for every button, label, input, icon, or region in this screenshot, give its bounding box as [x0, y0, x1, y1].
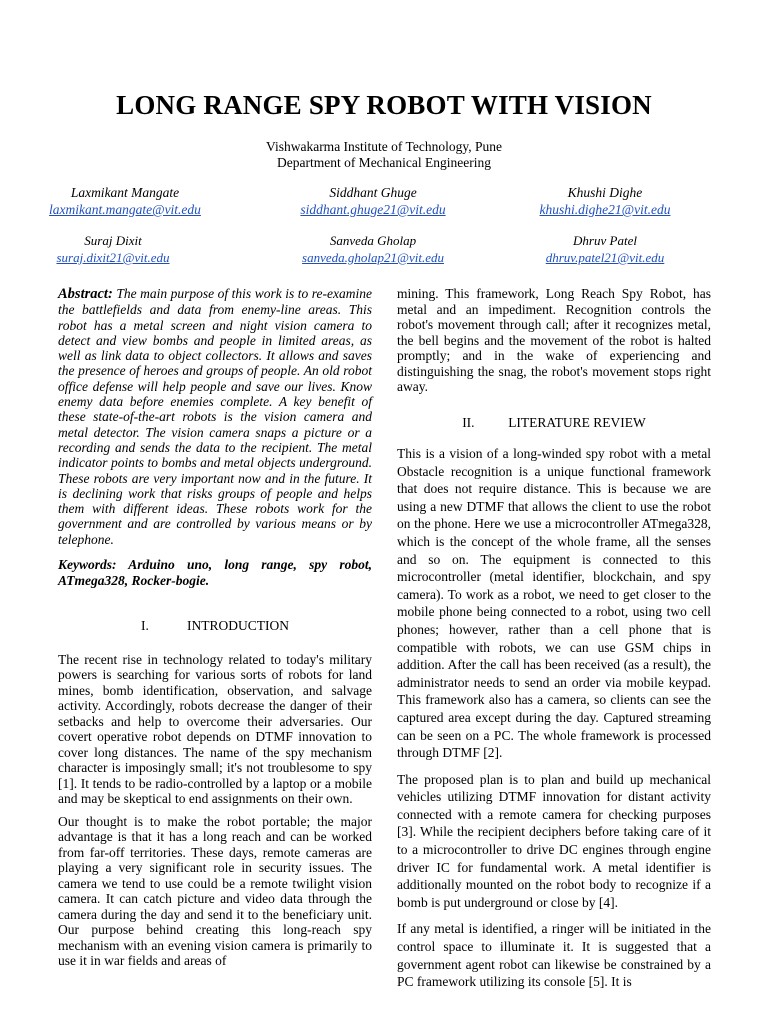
lit-paragraph-2: The proposed plan is to plan and build up mechanical vehicles utilizing DTMF innovation for distant activity connected with a remote camera for checking purposes [3]. While the recipient deciphers before taking care of it to a microcontroller to drive DC engines through engine driver IC for fundamental work. A metal identifier is additionally mounted on the robot body to recognize if a bomb is put underground or close by [4]. — [397, 771, 711, 910]
lit-paragraph-3: If any metal is identified, a ringer will be initiated in the control space to illuminate it. It is suggested that a government agent robot can likewise be constrained by a PC framework utilizing its console [5]. It is — [397, 921, 711, 990]
section-heading-literature-review — [397, 415, 711, 431]
author-2 — [243, 184, 503, 218]
section-title: INTRODUCTION — [187, 618, 289, 634]
author-name: Dhruv Patel — [573, 233, 637, 248]
author-email-link[interactable]: khushi.dighe21@vit.edu — [539, 202, 671, 217]
author-name: Khushi Dighe — [567, 185, 643, 200]
section-number: II. — [462, 414, 475, 430]
abstract-text: The main purpose of this work is to re-examine the battlefields and data from enemy-line areas. This robot has a metal screen and night vision camera to detect and view bombs and people in limited areas, as well as link data to object collectors. It allows and saves the presence of heroes and groups of people. An old robot office defense will help people and save our lives. Know enemy data before enemies complete. A key benefit of these state-of-the-art robots is the vision camera and metal detector. The vision camera snaps a picture or a recording and sends the data to the recipient. The metal indicator points to bombs and metal objects underground. These robots are very important now and in the future. It is declining work that risks groups of people and helps them with different ideas. These robots work for the government and are controlled by various means or by telephone. — [58, 286, 372, 547]
abstract — [58, 286, 372, 547]
author-5 — [243, 232, 503, 266]
author-email-link[interactable]: sanveda.gholap21@vit.edu — [302, 250, 444, 265]
author-1 — [0, 184, 255, 218]
left-column — [58, 286, 372, 976]
author-email-link[interactable]: dhruv.patel21@vit.edu — [545, 250, 665, 265]
author-name: Siddhant Ghuge — [329, 185, 417, 200]
paper-title: LONG RANGE SPY ROBOT WITH VISION — [116, 90, 652, 120]
section-title: LITERATURE REVIEW — [508, 414, 646, 430]
intro-paragraph-1: The recent rise in technology related to today's military powers is searching for various sorts of robots for land mines, bomb identification, observation, and salvage activity. Accordingly, robots decrease the danger of their setbacks and help to overcome their adversaries. Our covert operative robot depends on DTMF innovation to cover long distances. The name of the spy mechanism character is imposingly small; it's not troublesome to spy [1]. It tends to be radio-controlled by a laptop or a mobile and may be skeptical to end assignments on their own. — [58, 651, 372, 807]
right-column — [397, 286, 711, 1000]
intro-paragraph-2: Our thought is to make the robot portable; the major advantage is that it has a long reach and can be worked from far-off territories. These days, remote cameras are playing a very significant role in security issues. The camera we tend to use could be a remote twilight vision camera. It can catch picture and video data through the camera during the day and send it to the beneficiary unit. Our purpose behind creating this long-reach spy mechanism with an evening vision camera is primarily to use it in war fields and areas of — [58, 813, 372, 969]
author-name: Sanveda Gholap — [329, 233, 417, 248]
abstract-label: Abstract: — [58, 286, 113, 302]
section-heading-introduction — [58, 618, 372, 634]
department-name: Department of Mechanical Engineering — [276, 155, 492, 170]
section-number: I. — [141, 618, 149, 634]
lit-paragraph-1: This is a vision of a long-winded spy robot with a metal Obstacle recognition is a unique functional framework that does not require distance. This is because we are using a new DTMF that allows the client to use the robot on the phone. Here we use a microcontroller ATmega328, which is the concept of the whole frame, all the senses and so on. The equipment is connected to this microcontroller (metal identifier, blockchain, and spy camera). To work as a robot, we need to get closer to the mobile phone being connected to a robot, using two cell phones; however, rather than a cell phone that is compatible with robots, we can use GSM chips in addition. After the call has been received (as a result), the administrator needs to send an order via mobile keypad. This framework also has a camera, so clients can see the captured area except during the day. Captured streaming can be seen on a PC. The whole framework is processed through DTMF [2]. — [397, 446, 711, 761]
author-email-link[interactable]: suraj.dixit21@vit.edu — [56, 250, 170, 265]
keywords: Keywords: Arduino uno, long range, spy robot, ATmega328, Rocker-bogie. — [58, 557, 372, 588]
author-4 — [0, 232, 243, 266]
author-name: Laxmikant Mangate — [70, 185, 180, 200]
author-email-link[interactable]: siddhant.ghuge21@vit.edu — [300, 202, 446, 217]
affiliation — [0, 139, 768, 171]
author-name: Suraj Dixit — [84, 233, 142, 248]
intro-continuation: mining. This framework, Long Reach Spy Robot, has metal and an impediment. Recognition controls the robot's movement through call; after it recognizes metal, the bell begins and the movement of the robot is halted promptly; and in the wake of experiencing and distinguishing the snag, the robot's movement stops right away. — [397, 286, 711, 394]
institute-name: Vishwakarma Institute of Technology, Pune — [266, 139, 502, 154]
author-3 — [475, 184, 735, 218]
author-email-link[interactable]: laxmikant.mangate@vit.edu — [49, 202, 201, 217]
author-6 — [475, 232, 735, 266]
literature-review-body — [397, 445, 711, 991]
